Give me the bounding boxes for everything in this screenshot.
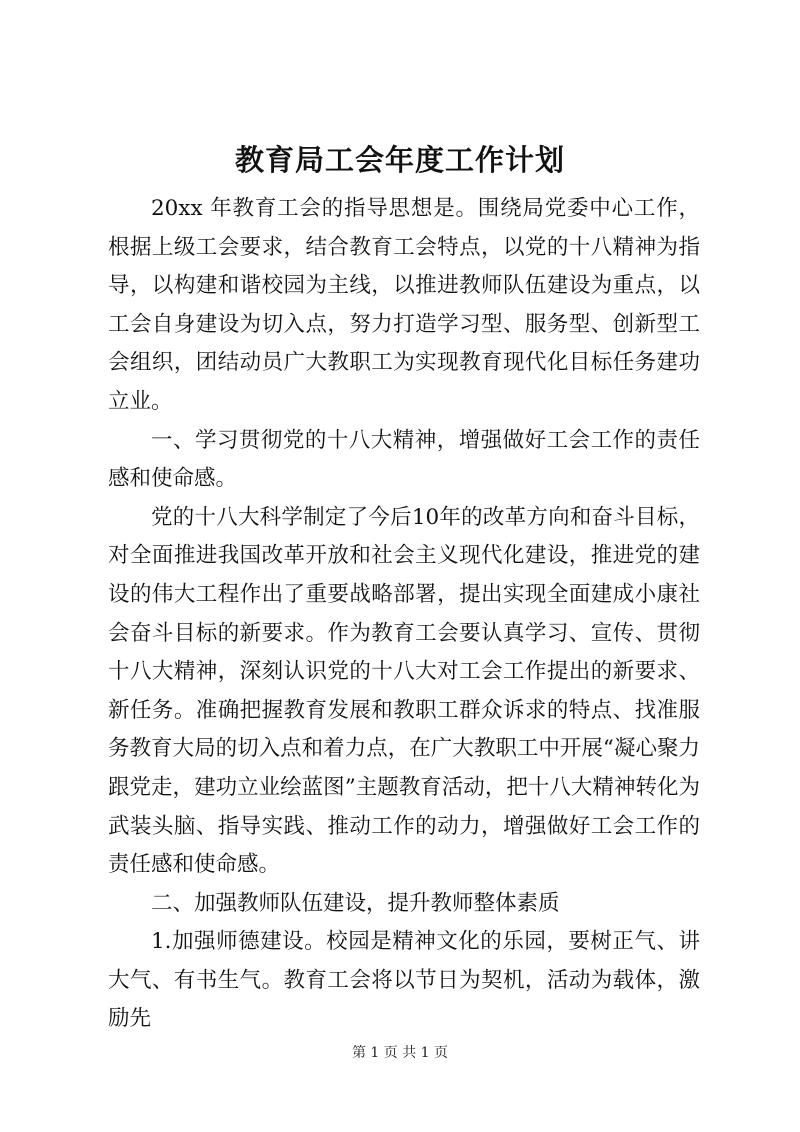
document-body	[108, 190, 700, 1039]
paragraph-section-1-heading: 一、学习贯彻党的十八大精神，增强做好工会工作的责任感和使命感。	[108, 427, 700, 492]
page-footer: 第 1 页 共 1 页	[351, 1045, 449, 1061]
paragraph-section-2-heading: 二、加强教师队伍建设，提升教师整体素质	[151, 890, 560, 916]
document-title: 教育局工会年度工作计划	[234, 143, 565, 177]
paragraph-guiding-thought: 20xx 年教育工会的指导思想是。围绕局党委中心工作，根据上级工会要求，结合教育工会特点，以党的十八精神为指导，以构建和谐校园为主线，以推进教师队伍建设为重点，以工会自身建设为切入点，努力打造学习型、服务型、创新型工会组织，团结动员广大教职工为实现教育现代化目标任务建功立业。	[108, 196, 700, 414]
paragraph-section-1-body: 党的十八大科学制定了今后10年的改革方向和奋斗目标，对全面推进我国改革开放和社会主义现代化建设，推进党的建设的伟大工程作出了重要战略部署，提出实现全面建成小康社会奋斗目标的新要求。作为教育工会要认真学习、宣传、贯彻十八大精神，深刻认识党的十八大对工会工作提出的新要求、新任务。准确把握教育发展和教职工群众诉求的特点、找准服务教育大局的切入点和着力点，在广大教职工中开展“凝心聚力跟党走，建功立业绘蓝图”主题教育活动，把十八大精神转化为武装头脑、指导实践、推动工作的动力，增强做好工会工作的责任感和使命感。	[108, 504, 700, 878]
paragraph-section-2-item-1: 1.加强师德建设。校园是精神文化的乐园，要树正气、讲大气、有书生气。教育工会将以节日为契机，活动为载体，激励先	[108, 929, 700, 1032]
